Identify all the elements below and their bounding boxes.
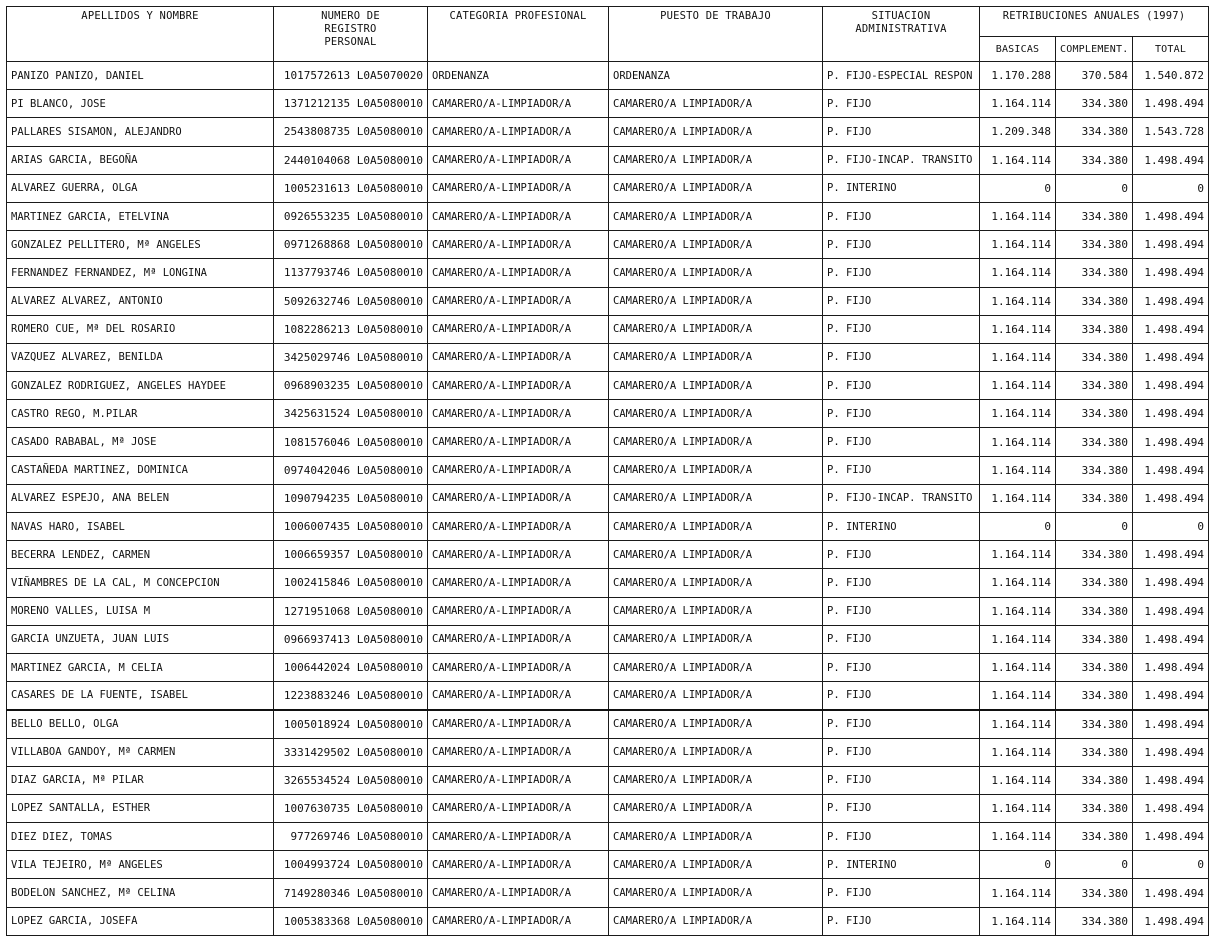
cell-puesto: ORDENANZA xyxy=(609,62,823,90)
cell-registro: 1006659357 L0A5080010 xyxy=(274,541,428,569)
cell-nombre: GONZALEZ RODRIGUEZ, ANGELES HAYDEE xyxy=(7,372,274,400)
cell-complement: 334.380 xyxy=(1056,710,1133,738)
table-row xyxy=(7,62,1209,90)
cell-puesto: CAMARERO/A LIMPIADOR/A xyxy=(609,794,823,822)
cell-situacion: P. FIJO xyxy=(823,456,980,484)
cell-puesto: CAMARERO/A LIMPIADOR/A xyxy=(609,118,823,146)
table-row xyxy=(7,653,1209,681)
cell-complement: 334.380 xyxy=(1056,456,1133,484)
cell-registro: 1082286213 L0A5080010 xyxy=(274,315,428,343)
table-row xyxy=(7,287,1209,315)
cell-basicas: 1.164.114 xyxy=(980,766,1056,794)
cell-situacion: P. FIJO xyxy=(823,907,980,935)
cell-total: 1.498.494 xyxy=(1133,372,1209,400)
cell-puesto: CAMARERO/A LIMPIADOR/A xyxy=(609,710,823,738)
cell-total: 1.498.494 xyxy=(1133,484,1209,512)
table-row xyxy=(7,794,1209,822)
cell-registro: 1005383368 L0A5080010 xyxy=(274,907,428,935)
table-row xyxy=(7,484,1209,512)
cell-categoria: ORDENANZA xyxy=(428,62,609,90)
cell-puesto: CAMARERO/A LIMPIADOR/A xyxy=(609,766,823,794)
cell-situacion: P. FIJO-INCAP. TRANSITO xyxy=(823,146,980,174)
cell-registro: 0966937413 L0A5080010 xyxy=(274,625,428,653)
cell-categoria: CAMARERO/A-LIMPIADOR/A xyxy=(428,174,609,202)
cell-registro: 0968903235 L0A5080010 xyxy=(274,372,428,400)
cell-situacion: P. FIJO xyxy=(823,569,980,597)
table-row xyxy=(7,569,1209,597)
cell-total: 1.498.494 xyxy=(1133,794,1209,822)
table-row xyxy=(7,343,1209,371)
cell-situacion: P. FIJO-INCAP. TRANSITO xyxy=(823,484,980,512)
header-retribuciones: RETRIBUCIONES ANUALES (1997) xyxy=(980,7,1209,37)
cell-situacion: P. FIJO xyxy=(823,343,980,371)
cell-registro: 1271951068 L0A5080010 xyxy=(274,597,428,625)
document-page xyxy=(6,6,1208,938)
cell-categoria: CAMARERO/A-LIMPIADOR/A xyxy=(428,794,609,822)
header-basicas: BASICAS xyxy=(980,37,1056,62)
cell-basicas: 1.164.114 xyxy=(980,710,1056,738)
cell-complement: 334.380 xyxy=(1056,766,1133,794)
cell-categoria: CAMARERO/A-LIMPIADOR/A xyxy=(428,90,609,118)
cell-situacion: P. FIJO xyxy=(823,428,980,456)
cell-puesto: CAMARERO/A LIMPIADOR/A xyxy=(609,879,823,907)
table-body xyxy=(7,62,1209,936)
cell-situacion: P. FIJO xyxy=(823,372,980,400)
cell-basicas: 1.164.114 xyxy=(980,315,1056,343)
cell-nombre: VAZQUEZ ALVAREZ, BENILDA xyxy=(7,343,274,371)
cell-puesto: CAMARERO/A LIMPIADOR/A xyxy=(609,343,823,371)
cell-total: 1.498.494 xyxy=(1133,428,1209,456)
cell-registro: 1002415846 L0A5080010 xyxy=(274,569,428,597)
cell-basicas: 1.164.114 xyxy=(980,569,1056,597)
cell-total: 1.498.494 xyxy=(1133,907,1209,935)
cell-situacion: P. FIJO xyxy=(823,794,980,822)
cell-situacion: P. FIJO xyxy=(823,541,980,569)
cell-basicas: 1.164.114 xyxy=(980,484,1056,512)
table-row xyxy=(7,513,1209,541)
cell-basicas: 1.164.114 xyxy=(980,259,1056,287)
cell-situacion: P. FIJO xyxy=(823,766,980,794)
cell-registro: 977269746 L0A5080010 xyxy=(274,823,428,851)
cell-registro: 3331429502 L0A5080010 xyxy=(274,738,428,766)
cell-categoria: CAMARERO/A-LIMPIADOR/A xyxy=(428,738,609,766)
cell-puesto: CAMARERO/A LIMPIADOR/A xyxy=(609,625,823,653)
table-row xyxy=(7,202,1209,230)
cell-nombre: LOPEZ SANTALLA, ESTHER xyxy=(7,794,274,822)
cell-total: 1.498.494 xyxy=(1133,653,1209,681)
cell-basicas: 1.164.114 xyxy=(980,794,1056,822)
cell-categoria: CAMARERO/A-LIMPIADOR/A xyxy=(428,625,609,653)
cell-situacion: P. FIJO xyxy=(823,879,980,907)
cell-complement: 0 xyxy=(1056,174,1133,202)
cell-categoria: CAMARERO/A-LIMPIADOR/A xyxy=(428,766,609,794)
cell-nombre: NAVAS HARO, ISABEL xyxy=(7,513,274,541)
cell-total: 1.498.494 xyxy=(1133,400,1209,428)
cell-situacion: P. FIJO xyxy=(823,231,980,259)
table-row xyxy=(7,456,1209,484)
cell-complement: 334.380 xyxy=(1056,823,1133,851)
cell-nombre: FERNANDEZ FERNANDEZ, Mª LONGINA xyxy=(7,259,274,287)
table-row xyxy=(7,400,1209,428)
cell-nombre: ARIAS GARCIA, BEGOÑA xyxy=(7,146,274,174)
cell-registro: 0926553235 L0A5080010 xyxy=(274,202,428,230)
cell-nombre: BODELON SANCHEZ, Mª CELINA xyxy=(7,879,274,907)
cell-complement: 334.380 xyxy=(1056,597,1133,625)
cell-total: 1.498.494 xyxy=(1133,766,1209,794)
cell-nombre: CASTAÑEDA MARTINEZ, DOMINICA xyxy=(7,456,274,484)
table-row xyxy=(7,907,1209,935)
cell-situacion: P. INTERINO xyxy=(823,174,980,202)
table-row xyxy=(7,372,1209,400)
table-row xyxy=(7,174,1209,202)
cell-puesto: CAMARERO/A LIMPIADOR/A xyxy=(609,174,823,202)
cell-registro: 1005018924 L0A5080010 xyxy=(274,710,428,738)
cell-complement: 334.380 xyxy=(1056,315,1133,343)
header-registro-line2: REGISTRO xyxy=(324,23,377,35)
cell-situacion: P. FIJO xyxy=(823,259,980,287)
table-row xyxy=(7,315,1209,343)
header-complement: COMPLEMENT. xyxy=(1056,37,1133,62)
cell-basicas: 0 xyxy=(980,174,1056,202)
header-nombre: APELLIDOS Y NOMBRE xyxy=(7,7,274,62)
cell-total: 1.498.494 xyxy=(1133,231,1209,259)
cell-puesto: CAMARERO/A LIMPIADOR/A xyxy=(609,597,823,625)
cell-puesto: CAMARERO/A LIMPIADOR/A xyxy=(609,569,823,597)
cell-nombre: MARTINEZ GARCIA, ETELVINA xyxy=(7,202,274,230)
header-categoria: CATEGORIA PROFESIONAL xyxy=(428,7,609,62)
cell-registro: 0974042046 L0A5080010 xyxy=(274,456,428,484)
cell-situacion: P. FIJO xyxy=(823,682,980,710)
cell-complement: 334.380 xyxy=(1056,231,1133,259)
cell-total: 1.498.494 xyxy=(1133,90,1209,118)
cell-complement: 334.380 xyxy=(1056,682,1133,710)
cell-registro: 1081576046 L0A5080010 xyxy=(274,428,428,456)
cell-categoria: CAMARERO/A-LIMPIADOR/A xyxy=(428,513,609,541)
cell-registro: 1007630735 L0A5080010 xyxy=(274,794,428,822)
cell-registro: 1004993724 L0A5080010 xyxy=(274,851,428,879)
cell-total: 0 xyxy=(1133,513,1209,541)
cell-nombre: GARCIA UNZUETA, JUAN LUIS xyxy=(7,625,274,653)
cell-situacion: P. FIJO xyxy=(823,400,980,428)
cell-situacion: P. INTERINO xyxy=(823,513,980,541)
cell-categoria: CAMARERO/A-LIMPIADOR/A xyxy=(428,287,609,315)
cell-categoria: CAMARERO/A-LIMPIADOR/A xyxy=(428,315,609,343)
cell-categoria: CAMARERO/A-LIMPIADOR/A xyxy=(428,118,609,146)
cell-basicas: 1.164.114 xyxy=(980,653,1056,681)
cell-nombre: MARTINEZ GARCIA, M CELIA xyxy=(7,653,274,681)
cell-categoria: CAMARERO/A-LIMPIADOR/A xyxy=(428,879,609,907)
cell-puesto: CAMARERO/A LIMPIADOR/A xyxy=(609,231,823,259)
cell-categoria: CAMARERO/A-LIMPIADOR/A xyxy=(428,823,609,851)
cell-registro: 1006442024 L0A5080010 xyxy=(274,653,428,681)
cell-complement: 334.380 xyxy=(1056,794,1133,822)
cell-complement: 334.380 xyxy=(1056,287,1133,315)
cell-categoria: CAMARERO/A-LIMPIADOR/A xyxy=(428,907,609,935)
cell-registro: 1137793746 L0A5080010 xyxy=(274,259,428,287)
cell-puesto: CAMARERO/A LIMPIADOR/A xyxy=(609,541,823,569)
cell-categoria: CAMARERO/A-LIMPIADOR/A xyxy=(428,569,609,597)
cell-complement: 334.380 xyxy=(1056,653,1133,681)
cell-categoria: CAMARERO/A-LIMPIADOR/A xyxy=(428,259,609,287)
cell-situacion: P. FIJO xyxy=(823,710,980,738)
cell-complement: 334.380 xyxy=(1056,259,1133,287)
cell-puesto: CAMARERO/A LIMPIADOR/A xyxy=(609,287,823,315)
cell-total: 1.498.494 xyxy=(1133,710,1209,738)
cell-basicas: 1.209.348 xyxy=(980,118,1056,146)
cell-registro: 1223883246 L0A5080010 xyxy=(274,682,428,710)
cell-nombre: BELLO BELLO, OLGA xyxy=(7,710,274,738)
staff-remuneration-table xyxy=(6,6,1209,936)
cell-basicas: 1.164.114 xyxy=(980,202,1056,230)
cell-situacion: P. FIJO xyxy=(823,597,980,625)
cell-total: 1.498.494 xyxy=(1133,456,1209,484)
cell-categoria: CAMARERO/A-LIMPIADOR/A xyxy=(428,146,609,174)
cell-nombre: GONZALEZ PELLITERO, Mª ANGELES xyxy=(7,231,274,259)
table-row xyxy=(7,738,1209,766)
cell-complement: 370.584 xyxy=(1056,62,1133,90)
cell-categoria: CAMARERO/A-LIMPIADOR/A xyxy=(428,400,609,428)
cell-registro: 2440104068 L0A5080010 xyxy=(274,146,428,174)
header-situacion-line1: SITUACION xyxy=(871,10,931,22)
cell-puesto: CAMARERO/A LIMPIADOR/A xyxy=(609,259,823,287)
table-row xyxy=(7,823,1209,851)
cell-basicas: 0 xyxy=(980,851,1056,879)
cell-basicas: 1.164.114 xyxy=(980,541,1056,569)
cell-puesto: CAMARERO/A LIMPIADOR/A xyxy=(609,146,823,174)
cell-total: 1.498.494 xyxy=(1133,315,1209,343)
cell-nombre: VIÑAMBRES DE LA CAL, M CONCEPCION xyxy=(7,569,274,597)
cell-total: 1.498.494 xyxy=(1133,343,1209,371)
table-row xyxy=(7,851,1209,879)
cell-basicas: 1.164.114 xyxy=(980,428,1056,456)
cell-total: 1.498.494 xyxy=(1133,287,1209,315)
cell-puesto: CAMARERO/A LIMPIADOR/A xyxy=(609,738,823,766)
cell-nombre: MORENO VALLES, LUISA M xyxy=(7,597,274,625)
table-row xyxy=(7,766,1209,794)
header-situacion xyxy=(823,7,980,62)
cell-nombre: PALLARES SISAMON, ALEJANDRO xyxy=(7,118,274,146)
cell-puesto: CAMARERO/A LIMPIADOR/A xyxy=(609,653,823,681)
cell-basicas: 1.164.114 xyxy=(980,879,1056,907)
cell-registro: 7149280346 L0A5080010 xyxy=(274,879,428,907)
cell-nombre: CASADO RABABAL, Mª JOSE xyxy=(7,428,274,456)
cell-total: 1.498.494 xyxy=(1133,879,1209,907)
cell-complement: 334.380 xyxy=(1056,90,1133,118)
cell-nombre: PANIZO PANIZO, DANIEL xyxy=(7,62,274,90)
cell-categoria: CAMARERO/A-LIMPIADOR/A xyxy=(428,484,609,512)
cell-complement: 334.380 xyxy=(1056,202,1133,230)
cell-registro: 1017572613 L0A5070020 xyxy=(274,62,428,90)
cell-basicas: 1.164.114 xyxy=(980,231,1056,259)
cell-registro: 1005231613 L0A5080010 xyxy=(274,174,428,202)
cell-nombre: DIEZ DIEZ, TOMAS xyxy=(7,823,274,851)
table-row xyxy=(7,710,1209,738)
table-row xyxy=(7,879,1209,907)
cell-total: 1.498.494 xyxy=(1133,202,1209,230)
cell-categoria: CAMARERO/A-LIMPIADOR/A xyxy=(428,710,609,738)
cell-nombre: CASTRO REGO, M.PILAR xyxy=(7,400,274,428)
cell-total: 1.540.872 xyxy=(1133,62,1209,90)
cell-situacion: P. FIJO xyxy=(823,823,980,851)
table-row xyxy=(7,118,1209,146)
cell-total: 0 xyxy=(1133,851,1209,879)
cell-complement: 334.380 xyxy=(1056,625,1133,653)
cell-basicas: 1.164.114 xyxy=(980,682,1056,710)
cell-basicas: 1.164.114 xyxy=(980,738,1056,766)
cell-puesto: CAMARERO/A LIMPIADOR/A xyxy=(609,315,823,343)
cell-total: 1.498.494 xyxy=(1133,259,1209,287)
cell-total: 1.498.494 xyxy=(1133,597,1209,625)
table-row xyxy=(7,682,1209,710)
cell-basicas: 1.164.114 xyxy=(980,907,1056,935)
cell-nombre: ALVAREZ ESPEJO, ANA BELEN xyxy=(7,484,274,512)
cell-puesto: CAMARERO/A LIMPIADOR/A xyxy=(609,90,823,118)
cell-total: 1.498.494 xyxy=(1133,823,1209,851)
cell-categoria: CAMARERO/A-LIMPIADOR/A xyxy=(428,456,609,484)
cell-basicas: 1.164.114 xyxy=(980,456,1056,484)
cell-nombre: ALVAREZ GUERRA, OLGA xyxy=(7,174,274,202)
cell-basicas: 1.164.114 xyxy=(980,597,1056,625)
cell-total: 1.498.494 xyxy=(1133,541,1209,569)
table-row xyxy=(7,90,1209,118)
cell-nombre: VILLABOA GANDOY, Mª CARMEN xyxy=(7,738,274,766)
cell-situacion: P. FIJO xyxy=(823,118,980,146)
cell-categoria: CAMARERO/A-LIMPIADOR/A xyxy=(428,343,609,371)
cell-puesto: CAMARERO/A LIMPIADOR/A xyxy=(609,484,823,512)
cell-total: 0 xyxy=(1133,174,1209,202)
cell-categoria: CAMARERO/A-LIMPIADOR/A xyxy=(428,372,609,400)
table-row xyxy=(7,597,1209,625)
cell-registro: 3265534524 L0A5080010 xyxy=(274,766,428,794)
cell-nombre: DIAZ GARCIA, Mª PILAR xyxy=(7,766,274,794)
cell-situacion: P. FIJO xyxy=(823,653,980,681)
cell-total: 1.498.494 xyxy=(1133,625,1209,653)
cell-categoria: CAMARERO/A-LIMPIADOR/A xyxy=(428,653,609,681)
cell-nombre: ROMERO CUE, Mª DEL ROSARIO xyxy=(7,315,274,343)
cell-complement: 334.380 xyxy=(1056,372,1133,400)
cell-categoria: CAMARERO/A-LIMPIADOR/A xyxy=(428,231,609,259)
cell-nombre: PI BLANCO, JOSE xyxy=(7,90,274,118)
cell-complement: 334.380 xyxy=(1056,879,1133,907)
table-row xyxy=(7,231,1209,259)
cell-basicas: 1.164.114 xyxy=(980,343,1056,371)
cell-situacion: P. FIJO xyxy=(823,90,980,118)
table-row xyxy=(7,146,1209,174)
cell-nombre: LOPEZ GARCIA, JOSEFA xyxy=(7,907,274,935)
cell-categoria: CAMARERO/A-LIMPIADOR/A xyxy=(428,682,609,710)
cell-total: 1.498.494 xyxy=(1133,569,1209,597)
cell-puesto: CAMARERO/A LIMPIADOR/A xyxy=(609,372,823,400)
cell-situacion: P. INTERINO xyxy=(823,851,980,879)
cell-total: 1.498.494 xyxy=(1133,738,1209,766)
cell-complement: 334.380 xyxy=(1056,569,1133,597)
cell-categoria: CAMARERO/A-LIMPIADOR/A xyxy=(428,541,609,569)
cell-categoria: CAMARERO/A-LIMPIADOR/A xyxy=(428,428,609,456)
header-registro-line3: PERSONAL xyxy=(324,36,377,48)
cell-registro: 3425029746 L0A5080010 xyxy=(274,343,428,371)
table-row xyxy=(7,541,1209,569)
cell-complement: 334.380 xyxy=(1056,907,1133,935)
cell-registro: 1371212135 L0A5080010 xyxy=(274,90,428,118)
cell-total: 1.543.728 xyxy=(1133,118,1209,146)
header-total: TOTAL xyxy=(1133,37,1209,62)
cell-complement: 334.380 xyxy=(1056,428,1133,456)
cell-basicas: 0 xyxy=(980,513,1056,541)
cell-registro: 1090794235 L0A5080010 xyxy=(274,484,428,512)
cell-situacion: P. FIJO xyxy=(823,315,980,343)
cell-complement: 334.380 xyxy=(1056,118,1133,146)
cell-registro: 1006007435 L0A5080010 xyxy=(274,513,428,541)
cell-puesto: CAMARERO/A LIMPIADOR/A xyxy=(609,907,823,935)
cell-registro: 3425631524 L0A5080010 xyxy=(274,400,428,428)
cell-puesto: CAMARERO/A LIMPIADOR/A xyxy=(609,513,823,541)
cell-total: 1.498.494 xyxy=(1133,682,1209,710)
cell-total: 1.498.494 xyxy=(1133,146,1209,174)
header-registro xyxy=(274,7,428,62)
cell-basicas: 1.164.114 xyxy=(980,372,1056,400)
cell-situacion: P. FIJO xyxy=(823,287,980,315)
table-row xyxy=(7,428,1209,456)
table-row xyxy=(7,259,1209,287)
cell-registro: 0971268868 L0A5080010 xyxy=(274,231,428,259)
cell-registro: 5092632746 L0A5080010 xyxy=(274,287,428,315)
cell-nombre: VILA TEJEIRO, Mª ANGELES xyxy=(7,851,274,879)
cell-basicas: 1.164.114 xyxy=(980,287,1056,315)
cell-complement: 334.380 xyxy=(1056,738,1133,766)
cell-basicas: 1.164.114 xyxy=(980,146,1056,174)
cell-puesto: CAMARERO/A LIMPIADOR/A xyxy=(609,682,823,710)
cell-basicas: 1.164.114 xyxy=(980,625,1056,653)
cell-nombre: CASARES DE LA FUENTE, ISABEL xyxy=(7,682,274,710)
cell-categoria: CAMARERO/A-LIMPIADOR/A xyxy=(428,597,609,625)
cell-basicas: 1.164.114 xyxy=(980,400,1056,428)
cell-complement: 334.380 xyxy=(1056,541,1133,569)
cell-puesto: CAMARERO/A LIMPIADOR/A xyxy=(609,400,823,428)
cell-basicas: 1.170.288 xyxy=(980,62,1056,90)
cell-categoria: CAMARERO/A-LIMPIADOR/A xyxy=(428,202,609,230)
cell-puesto: CAMARERO/A LIMPIADOR/A xyxy=(609,456,823,484)
cell-situacion: P. FIJO xyxy=(823,738,980,766)
cell-complement: 0 xyxy=(1056,851,1133,879)
header-puesto: PUESTO DE TRABAJO xyxy=(609,7,823,62)
cell-complement: 334.380 xyxy=(1056,484,1133,512)
cell-complement: 0 xyxy=(1056,513,1133,541)
header-registro-line1: NUMERO DE xyxy=(321,10,380,22)
cell-complement: 334.380 xyxy=(1056,343,1133,371)
cell-nombre: ALVAREZ ALVAREZ, ANTONIO xyxy=(7,287,274,315)
cell-puesto: CAMARERO/A LIMPIADOR/A xyxy=(609,823,823,851)
cell-puesto: CAMARERO/A LIMPIADOR/A xyxy=(609,202,823,230)
cell-situacion: P. FIJO xyxy=(823,625,980,653)
table-header xyxy=(7,7,1209,62)
cell-puesto: CAMARERO/A LIMPIADOR/A xyxy=(609,851,823,879)
cell-nombre: BECERRA LENDEZ, CARMEN xyxy=(7,541,274,569)
cell-categoria: CAMARERO/A-LIMPIADOR/A xyxy=(428,851,609,879)
table-row xyxy=(7,625,1209,653)
cell-situacion: P. FIJO xyxy=(823,202,980,230)
cell-complement: 334.380 xyxy=(1056,400,1133,428)
cell-basicas: 1.164.114 xyxy=(980,90,1056,118)
cell-complement: 334.380 xyxy=(1056,146,1133,174)
cell-basicas: 1.164.114 xyxy=(980,823,1056,851)
cell-situacion: P. FIJO-ESPECIAL RESPON xyxy=(823,62,980,90)
cell-registro: 2543808735 L0A5080010 xyxy=(274,118,428,146)
cell-puesto: CAMARERO/A LIMPIADOR/A xyxy=(609,428,823,456)
header-situacion-line2: ADMINISTRATIVA xyxy=(855,23,947,35)
